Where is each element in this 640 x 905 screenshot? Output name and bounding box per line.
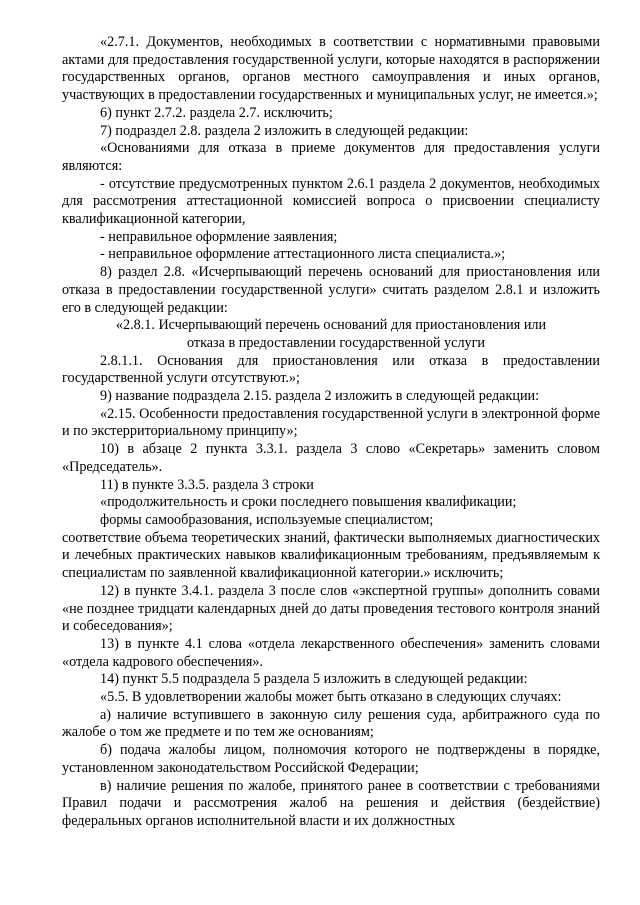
item-8: 8) раздел 2.8. «Исчерпывающий перечень оснований для приостановления или отказа в предоставлении государственной услуги» считать разделом 2.8.1 и изложить его в следующей редакции:	[62, 264, 600, 316]
item-11: 11) в пункте 3.3.5. раздела 3 строки	[100, 476, 314, 493]
case-a: а) наличие вступившего в законную силу решения суда, арбитражного суда по жалобе о том же предмете и по тем же основаниям;	[62, 706, 600, 741]
item-9: 9) название подраздела 2.15. раздела 2 изложить в следующей редакции:	[100, 388, 540, 405]
refusal-ground-1: - отсутствие предусмотренных пунктом 2.6.1 раздела 2 документов, необходимых для рассмотрения аттестационной комиссией вопроса о присвоении специалисту квалификационной категории,	[62, 175, 600, 228]
item-6: 6) пункт 2.7.2. раздела 2.7. исключить;	[100, 104, 333, 121]
refusal-grounds-intro: «Основаниями для отказа в приеме документов для предоставления услуги являются:	[62, 140, 600, 174]
refusal-ground-3: - неправильное оформление аттестационного листа специалиста.»;	[100, 246, 506, 263]
paragraph-2-8-1-1: 2.8.1.1. Основания для приостановления или отказа в предоставлении государственной услуги отсутствуют.»;	[62, 352, 600, 387]
item-7: 7) подраздел 2.8. раздела 2 изложить в следующей редакции:	[100, 122, 469, 139]
case-b: б) подача жалобы лицом, полномочия которого не подтверждены в порядке, установленном законодательством Российской Федерации;	[62, 742, 600, 776]
paragraph-2-7-1: «2.7.1. Документов, необходимых в соответствии с нормативными правовыми актами для предоставления государственной услуги, которые находятся в распоряжении государственных органов, органов местного самоуправления и иных органов, участвующих в предоставлении государственных и муниципальных услуг, не имеется.»;	[62, 34, 600, 104]
removed-line-1: «продолжительность и сроки последнего повышения квалификации;	[100, 494, 517, 511]
removed-line-3: соответствие объема теоретических знаний, фактически выполняемых диагностических и лечебных практических навыков квалификационным требованиям, предъявляемым к специалистам по заявленной квалификационной категории.» исключить;	[62, 529, 600, 582]
case-v: в) наличие решения по жалобе, принятого ранее в соответствии с требованиями Правил подачи и рассмотрения жалоб на решения и действия (бездействие) федеральных органов исполнительной власти и их должностных	[62, 777, 600, 829]
section-heading-line-2: отказа в предоставлении государственной услуги	[186, 334, 486, 351]
paragraph-5-5: «5.5. В удовлетворении жалобы может быть отказано в следующих случаях:	[100, 689, 562, 706]
item-13: 13) в пункте 4.1 слова «отдела лекарственного обеспечения» заменить словами «отдела кадрового обеспечения».	[62, 635, 600, 670]
item-10: 10) в абзаце 2 пункта 3.3.1. раздела 3 слово «Секретарь» заменить словом «Председатель».	[62, 441, 600, 475]
item-12: 12) в пункте 3.4.1. раздела 3 после слов «экспертной группы» дополнить совами «не позднее тридцати календарных дней до даты проведения тестового контроля знаний и собеседования»;	[62, 582, 600, 635]
section-heading-line-1: «2.8.1. Исчерпывающий перечень оснований для приостановления или	[115, 317, 547, 334]
removed-line-2: формы самообразования, используемые специалистом;	[100, 511, 434, 528]
paragraph-2-15: «2.15. Особенности предоставления государственной услуги в электронной форме и по экстерриториальному принципу»;	[62, 405, 600, 440]
refusal-ground-2: - неправильное оформление заявления;	[100, 228, 338, 245]
item-14: 14) пункт 5.5 подраздела 5 раздела 5 изложить в следующей редакции:	[100, 671, 528, 688]
